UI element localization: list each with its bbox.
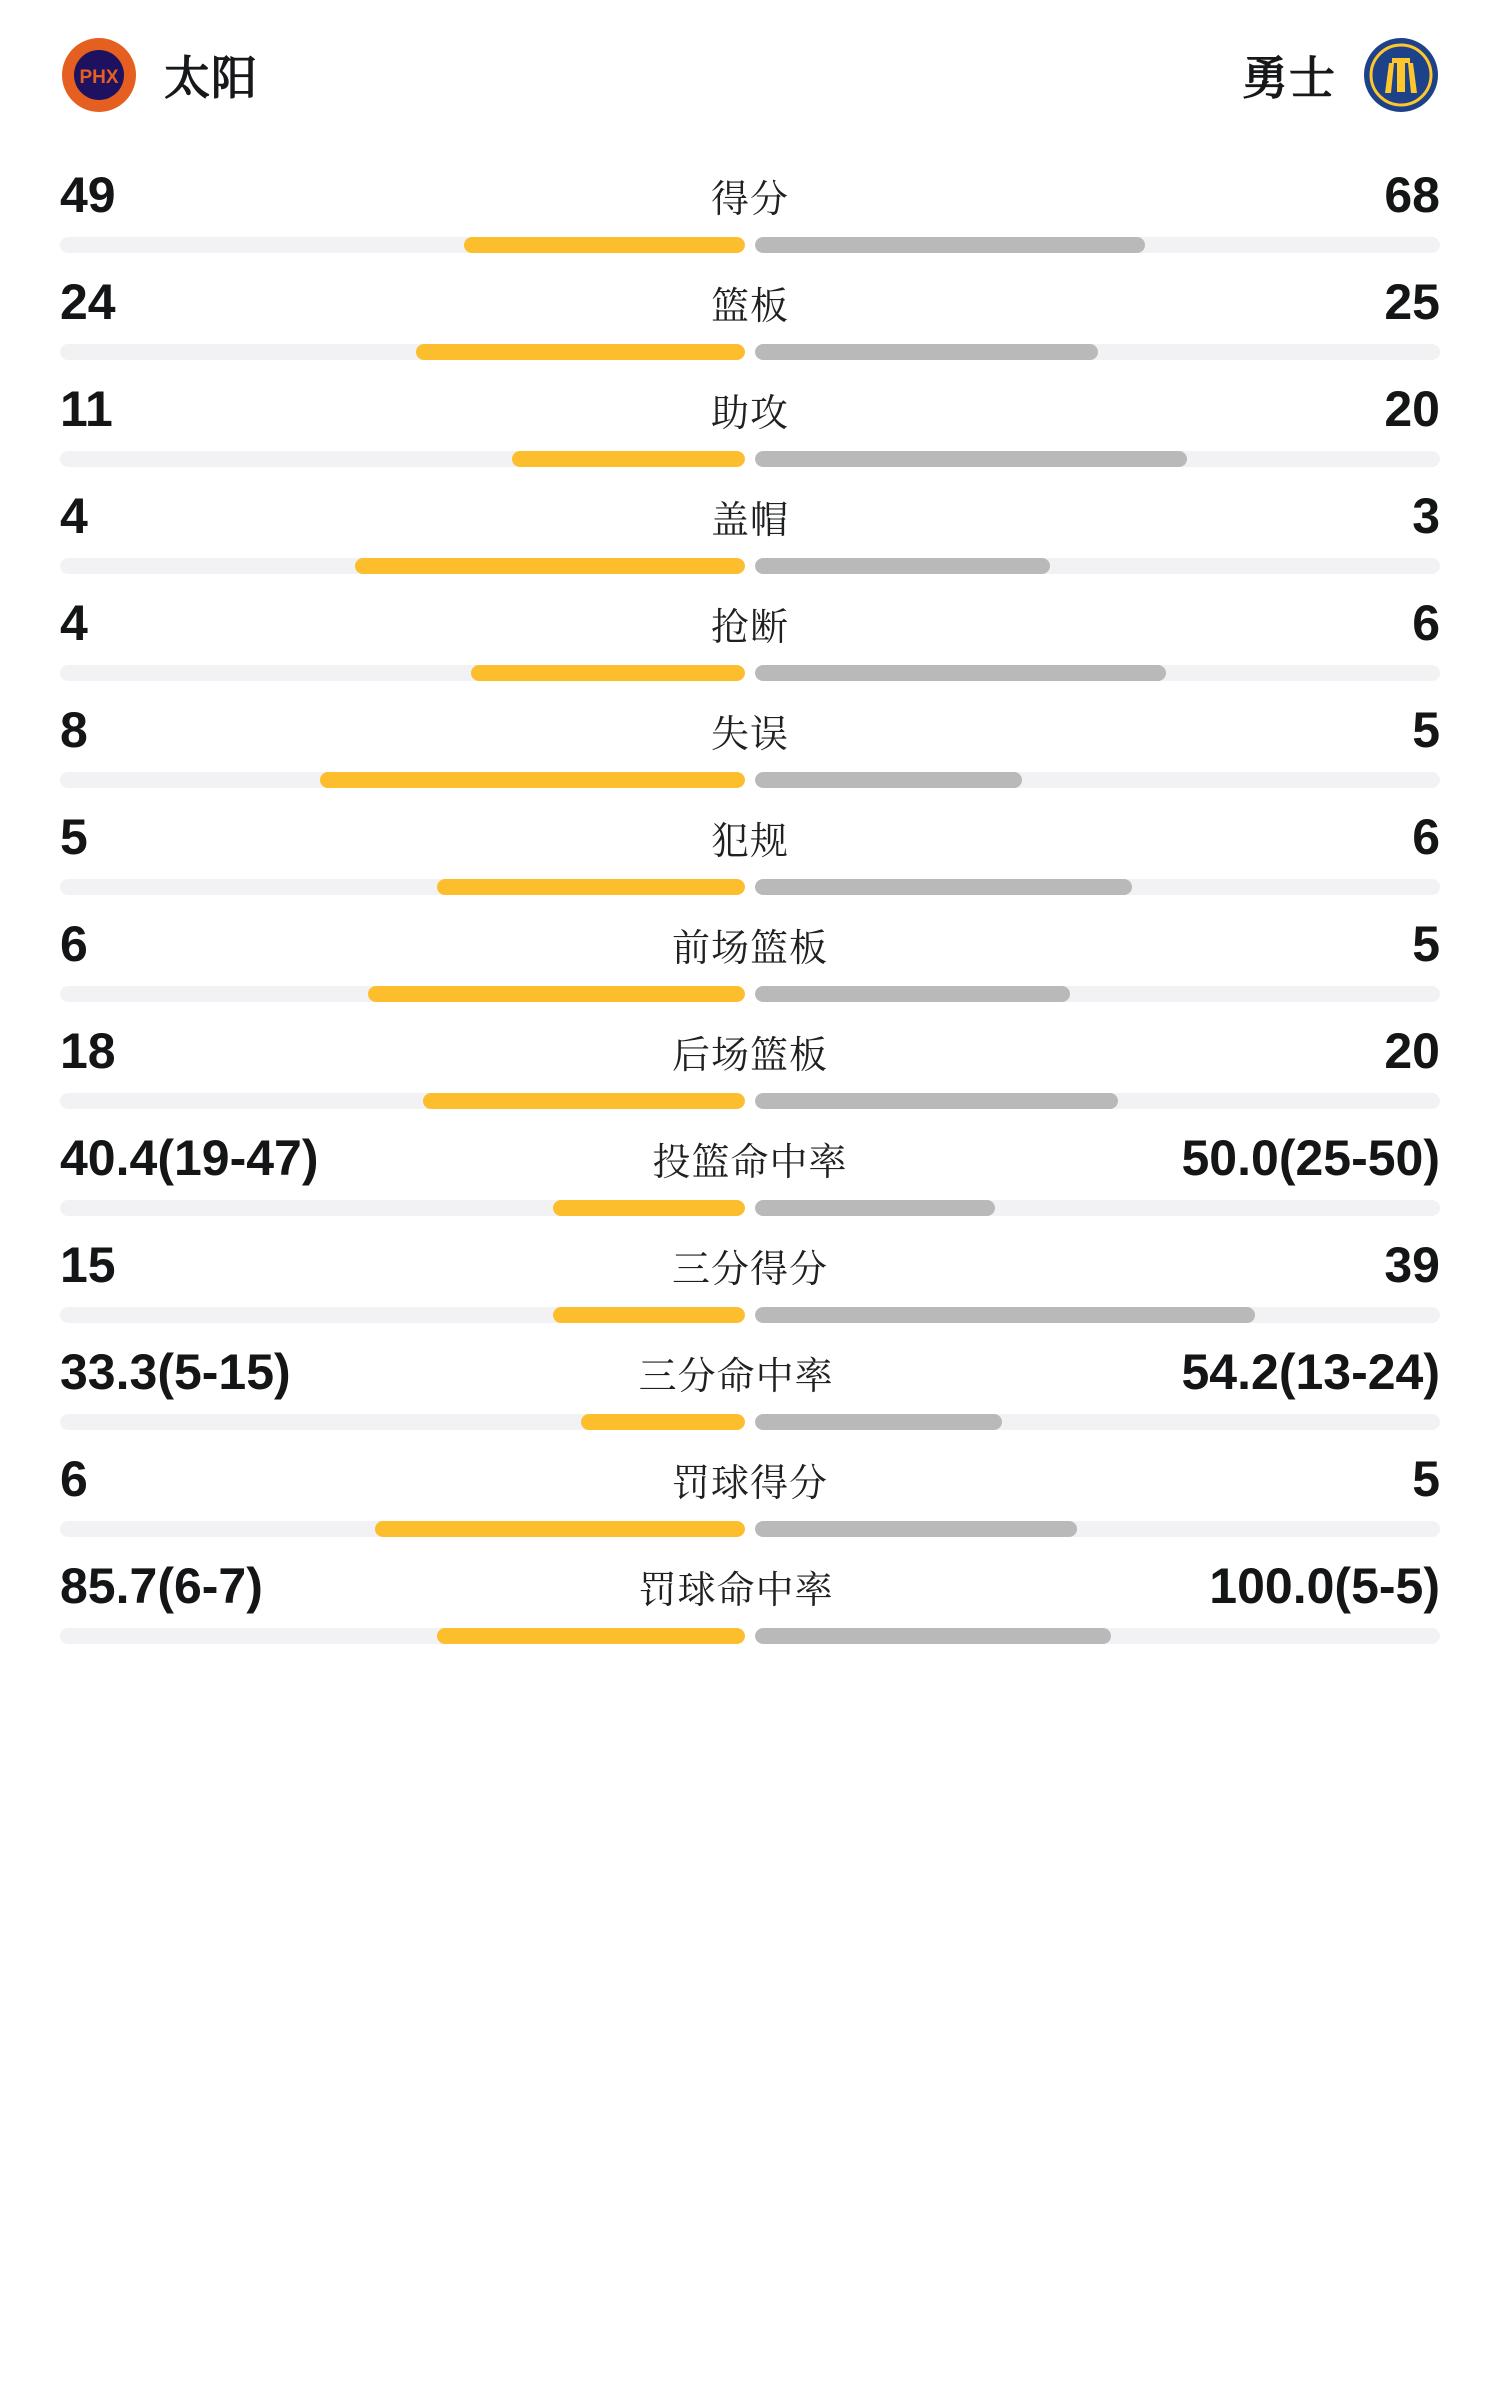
stat-row-header [48, 810, 1452, 865]
stat-row-header [48, 382, 1452, 437]
stat-label: 三分得分 [671, 1249, 828, 1291]
stat-label: 后场篮板 [671, 1035, 828, 1077]
stat-row [48, 1012, 1452, 1119]
stat-label: 罚球得分 [671, 1463, 828, 1505]
away-stat-bar [755, 1307, 1440, 1323]
away-stat-bar [755, 665, 1440, 681]
home-team-name: 太阳 [164, 52, 258, 104]
stat-row-header [48, 1559, 1452, 1614]
away-stat-value: 5 [1412, 1451, 1440, 1507]
away-stat-value: 100.0(5-5) [1209, 1558, 1440, 1614]
away-stat-bar [755, 237, 1440, 253]
stat-bars [48, 1414, 1452, 1430]
home-stat-value: 4 [60, 595, 88, 651]
away-stat-value: 25 [1384, 274, 1440, 330]
home-stat-bar [60, 879, 745, 895]
home-stat-bar [60, 1200, 745, 1216]
away-stat-bar [755, 558, 1440, 574]
away-stat-value: 5 [1412, 702, 1440, 758]
away-stat-value: 6 [1412, 809, 1440, 865]
home-stat-value: 85.7(6-7) [60, 1558, 263, 1614]
home-stat-bar [60, 344, 745, 360]
stat-label: 抢断 [710, 607, 789, 649]
away-stat-bar [755, 1093, 1440, 1109]
stat-row-header [48, 1131, 1452, 1186]
stat-bars [48, 558, 1452, 574]
stat-row [48, 905, 1452, 1012]
away-stat-bar [755, 879, 1440, 895]
away-stat-value: 54.2(13-24) [1181, 1344, 1440, 1400]
stat-row [48, 798, 1452, 905]
stat-label: 投篮命中率 [652, 1142, 848, 1184]
home-stat-bar [60, 558, 745, 574]
svg-text:PHX: PHX [79, 67, 119, 88]
home-stat-bar [60, 1414, 745, 1430]
stat-row-header [48, 489, 1452, 544]
stat-bars [48, 1307, 1452, 1323]
stat-row [48, 1226, 1452, 1333]
stat-bars [48, 344, 1452, 360]
stat-row [48, 477, 1452, 584]
stat-row-header [48, 596, 1452, 651]
stat-label: 三分命中率 [638, 1356, 834, 1398]
away-stat-value: 50.0(25-50) [1181, 1130, 1440, 1186]
stat-bars [48, 879, 1452, 895]
away-stat-bar [755, 1521, 1440, 1537]
stat-bars [48, 1200, 1452, 1216]
stat-row-header [48, 917, 1452, 972]
stat-row-header [48, 275, 1452, 330]
away-stat-bar [755, 986, 1440, 1002]
home-stat-value: 24 [60, 274, 116, 330]
stat-row-header [48, 1024, 1452, 1079]
away-stat-bar [755, 1414, 1440, 1430]
home-stat-value: 5 [60, 809, 88, 865]
stat-row [48, 1333, 1452, 1440]
home-stat-bar [60, 1093, 745, 1109]
stat-row [48, 1119, 1452, 1226]
away-stat-value: 39 [1384, 1237, 1440, 1293]
home-stat-bar [60, 1628, 745, 1644]
home-stat-bar [60, 451, 745, 467]
stat-bars [48, 665, 1452, 681]
stat-label: 犯规 [710, 821, 789, 863]
away-stat-bar [755, 1200, 1440, 1216]
stat-row [48, 263, 1452, 370]
home-stat-value: 8 [60, 702, 88, 758]
home-stat-bar [60, 665, 745, 681]
stat-bars [48, 772, 1452, 788]
stat-row [48, 1440, 1452, 1547]
stat-label: 助攻 [710, 393, 789, 435]
away-stat-value: 6 [1412, 595, 1440, 651]
home-stat-bar [60, 986, 745, 1002]
home-stat-value: 11 [60, 381, 113, 437]
home-stat-bar [60, 1307, 745, 1323]
home-stat-value: 49 [60, 167, 116, 223]
stat-label: 得分 [710, 179, 789, 221]
stat-bars [48, 986, 1452, 1002]
stat-list [48, 150, 1452, 1654]
matchup-header [48, 0, 1452, 150]
home-stat-value: 40.4(19-47) [60, 1130, 319, 1186]
home-stat-value: 6 [60, 1451, 88, 1507]
stat-row-header [48, 1238, 1452, 1293]
stat-row-header [48, 1345, 1452, 1400]
stat-row-header [48, 168, 1452, 223]
away-stat-value: 20 [1384, 381, 1440, 437]
home-stat-bar [60, 1521, 745, 1537]
away-stat-value: 68 [1384, 167, 1440, 223]
stat-bars [48, 1521, 1452, 1537]
away-stat-value: 5 [1412, 916, 1440, 972]
home-team [60, 36, 258, 114]
stat-row [48, 584, 1452, 691]
away-team-name: 勇士 [1242, 52, 1336, 104]
stat-label: 罚球命中率 [638, 1570, 834, 1612]
home-stat-value: 4 [60, 488, 88, 544]
home-stat-value: 15 [60, 1237, 116, 1293]
away-stat-bar [755, 451, 1440, 467]
stat-row [48, 156, 1452, 263]
away-team [1242, 36, 1440, 114]
away-stat-value: 20 [1384, 1023, 1440, 1079]
stat-bars [48, 1628, 1452, 1644]
home-stat-bar [60, 772, 745, 788]
stat-bars [48, 237, 1452, 253]
stat-row [48, 691, 1452, 798]
home-stat-value: 33.3(5-15) [60, 1344, 291, 1400]
away-stat-value: 3 [1412, 488, 1440, 544]
stat-row-header [48, 703, 1452, 758]
golden-state-warriors-logo-icon [1362, 36, 1440, 114]
home-stat-bar [60, 237, 745, 253]
stat-row-header [48, 1452, 1452, 1507]
stat-bars [48, 451, 1452, 467]
stat-row [48, 370, 1452, 477]
stat-bars [48, 1093, 1452, 1109]
stat-label: 前场篮板 [671, 928, 828, 970]
away-stat-bar [755, 1628, 1440, 1644]
stat-label: 篮板 [710, 286, 789, 328]
away-stat-bar [755, 772, 1440, 788]
phoenix-suns-logo-icon [60, 36, 138, 114]
home-stat-value: 18 [60, 1023, 116, 1079]
away-stat-bar [755, 344, 1440, 360]
home-stat-value: 6 [60, 916, 88, 972]
stat-label: 盖帽 [710, 500, 789, 542]
stat-label: 失误 [710, 714, 789, 756]
stat-row [48, 1547, 1452, 1654]
